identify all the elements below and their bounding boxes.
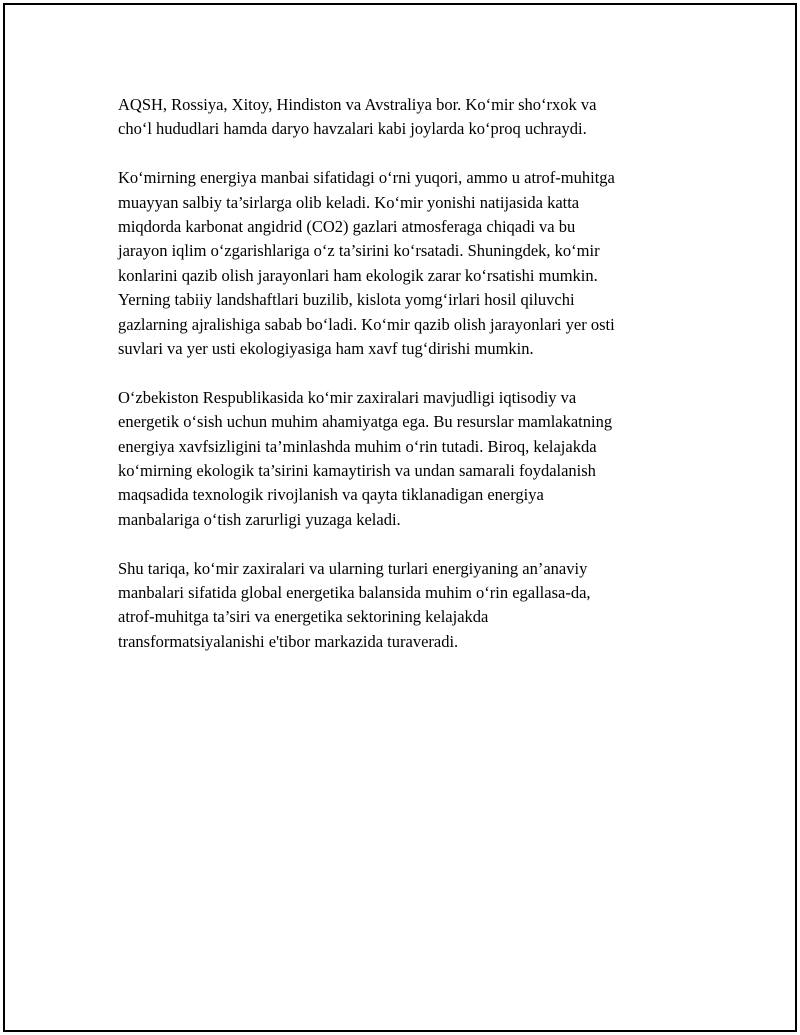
- paragraph-3: [118, 386, 703, 532]
- text-line: Shu tariqa, ko‘mir zaxiralari va ularning turlari energiyaning an’anaviy: [118, 558, 588, 578]
- text-line: jarayon iqlim o‘zgarishlariga o‘z ta’sirini ko‘rsatadi. Shuningdek, ko‘mir: [118, 241, 600, 261]
- text-line: Ko‘mirning energiya manbai sifatidagi o‘rni yuqori, ammo u atrof-muhitga: [118, 168, 615, 188]
- paragraph-4: [118, 557, 703, 655]
- text-line: miqdorda karbonat angidrid (CO2) gazlari atmosferaga chiqadi va bu: [118, 217, 576, 237]
- paragraph-1: [118, 93, 703, 142]
- text-line: cho‘l hududlari hamda daryo havzalari kabi joylarda ko‘proq uchraydi.: [118, 119, 587, 139]
- text-line: AQSH, Rossiya, Xitoy, Hindiston va Avstraliya bor. Ko‘mir sho‘rxok va: [118, 95, 597, 114]
- document-body: [118, 93, 703, 679]
- text-line: atrof-muhitga ta’siri va energetika sektorining kelajakda: [118, 607, 489, 627]
- text-line: ko‘mirning ekologik ta’sirini kamaytirish va undan samarali foydalanish: [118, 461, 596, 481]
- text-line: transformatsiyalanishi e'tibor markazida turaveradi.: [118, 631, 459, 651]
- text-line: manbalari sifatida global energetika balansida muhim o‘rin egallasa-da,: [118, 583, 591, 603]
- text-line: gazlarning ajralishiga sabab bo‘ladi. Ko‘mir qazib olish jarayonlari yer osti: [118, 314, 615, 334]
- text-line: O‘zbekiston Respublikasida ko‘mir zaxiralari mavjudligi iqtisodiy va: [118, 387, 577, 407]
- paragraph-2: [118, 166, 703, 361]
- text-line: manbalariga o‘tish zarurligi yuzaga keladi.: [118, 509, 401, 529]
- text-line: energiya xavfsizligini ta’minlashda muhim o‘rin tutadi. Biroq, kelajakda: [118, 436, 597, 456]
- text-line: maqsadida texnologik rivojlanish va qayta tiklanadigan energiya: [118, 485, 544, 505]
- text-line: energetik o‘sish uchun muhim ahamiyatga ega. Bu resurslar mamlakatning: [118, 412, 613, 432]
- text-line: muayyan salbiy ta’sirlarga olib keladi. Ko‘mir yonishi natijasida katta: [118, 192, 580, 212]
- text-line: Yerning tabiiy landshaftlari buzilib, kislota yomg‘irlari hosil qiluvchi: [118, 290, 575, 310]
- text-line: konlarini qazib olish jarayonlari ham ekologik zarar ko‘rsatishi mumkin.: [118, 265, 598, 285]
- text-line: suvlari va yer usti ekologiyasiga ham xavf tug‘dirishi mumkin.: [118, 339, 534, 359]
